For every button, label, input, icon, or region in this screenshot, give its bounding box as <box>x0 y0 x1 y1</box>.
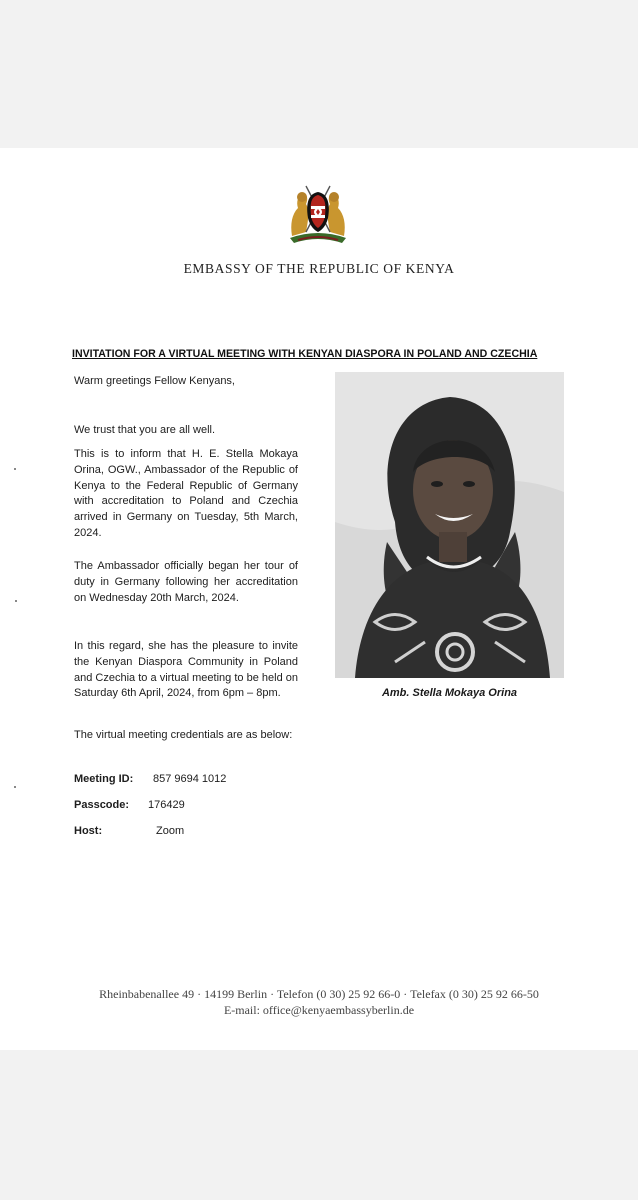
paragraph-tour-of-duty: The Ambassador officially began her tour of duty in Germany following her accreditation on Wednesday 20th March, 2024. <box>74 560 298 604</box>
meeting-id-value: 857 9694 1012 <box>153 773 227 785</box>
scan-speck <box>15 600 17 602</box>
footer-address: Rheinbabenallee 49 · 14199 Berlin · Telefon (0 30) 25 92 66-0 · Telefax (0 30) 25 92 66-50 <box>99 987 539 1001</box>
portrait-caption: Amb. Stella Mokaya Orina <box>381 687 518 699</box>
kenya-coat-of-arms-icon <box>284 180 352 246</box>
greeting: Warm greetings Fellow Kenyans, <box>74 375 235 387</box>
passcode-value: 176429 <box>148 799 185 811</box>
host-value: Zoom <box>156 825 185 837</box>
ambassador-portrait <box>335 372 564 678</box>
paragraph-credentials-intro: The virtual meeting credentials are as below: <box>74 729 293 741</box>
scan-speck <box>14 468 16 470</box>
meeting-id-label: Meeting ID: <box>74 773 134 785</box>
footer-email: E-mail: office@kenyaembassyberlin.de <box>223 1003 415 1017</box>
passcode-label: Passcode: <box>74 799 130 811</box>
paragraph-invitation: In this regard, she has the pleasure to invite the Kenyan Diaspora Community in Poland and Czechia to a virtual meeting to be held on Saturday 6th April, 2024, from 6pm – 8pm. <box>74 640 298 700</box>
paragraph-arrival: This is to inform that H. E. Stella Mokaya Orina, OGW., Ambassador of the Republic of Kenya to the Federal Republic of Germany with accreditation to Poland and Czechia arrived in Germany on Tuesday, 5th March, 2024. <box>74 448 298 539</box>
letter-page <box>0 148 638 1050</box>
letter-title: INVITATION FOR A VIRTUAL MEETING WITH KENYAN DIASPORA IN POLAND AND CZECHIA <box>72 348 538 360</box>
trust-line: We trust that you are all well. <box>74 424 216 436</box>
embassy-name: EMBASSY OF THE REPUBLIC OF KENYA <box>183 261 455 276</box>
host-label: Host: <box>74 825 103 837</box>
scan-speck <box>14 786 16 788</box>
